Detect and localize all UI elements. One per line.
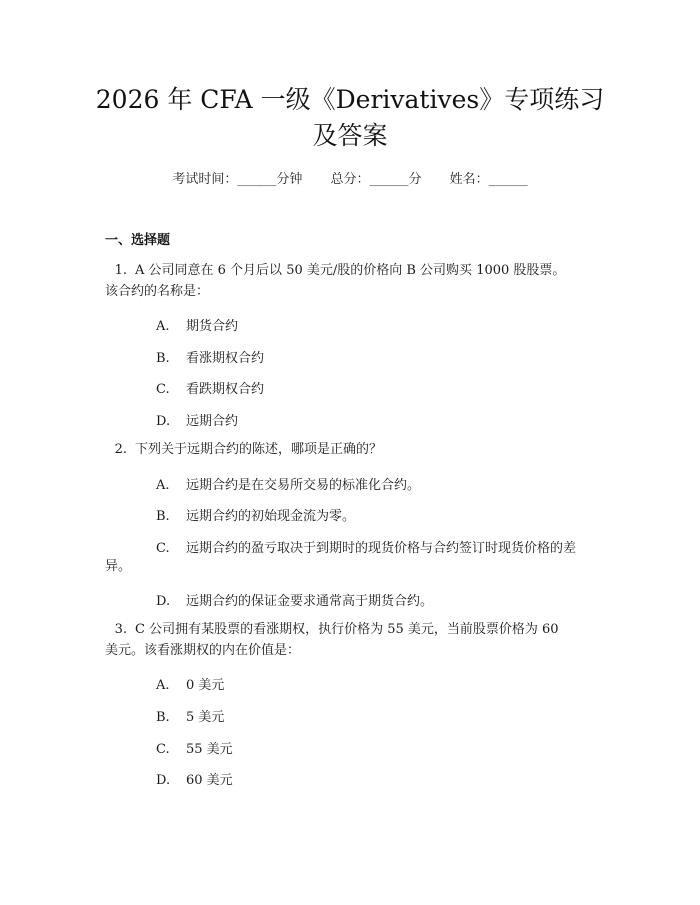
- option-item: [156, 537, 576, 556]
- option-letter: B.: [156, 351, 170, 366]
- option-letter: A.: [156, 319, 170, 334]
- option-item: [156, 674, 224, 693]
- option-item: [156, 378, 264, 397]
- document-title-line1: 2026 年 CFA 一级《Derivatives》专项练习: [95, 85, 605, 114]
- option-letter: C.: [156, 742, 170, 757]
- option-text: 0 美元: [186, 678, 225, 693]
- question-number: 3.: [114, 622, 127, 637]
- question-text-continued: 美元。该看涨期权的内在价值是：: [105, 643, 301, 658]
- option-text: 60 美元: [186, 773, 233, 788]
- option-text: 看涨期权合约: [186, 351, 265, 366]
- question-number: 1.: [114, 263, 127, 278]
- question-3: [105, 621, 559, 639]
- question-text: C 公司拥有某股票的看涨期权，执行价格为 55 美元，当前股票价格为 60: [135, 622, 559, 637]
- option-text: 看跌期权合约: [186, 382, 265, 397]
- option-item: [156, 738, 233, 757]
- question-number: 2.: [114, 442, 127, 457]
- question-1: [105, 262, 565, 280]
- option-item: [156, 347, 264, 366]
- option-text: 远期合约: [186, 414, 239, 429]
- option-item: [156, 315, 238, 334]
- question-text: 下列关于远期合约的陈述，哪项是正确的？: [135, 442, 383, 457]
- option-letter: B.: [156, 509, 170, 524]
- exam-name-label: 姓名：______: [449, 172, 528, 187]
- option-letter: D.: [156, 773, 171, 788]
- question-text-continued: 该合约的名称是：: [105, 284, 210, 299]
- option-item: [156, 474, 420, 493]
- document-title-line2: 及答案: [312, 121, 388, 150]
- option-item: [156, 590, 433, 609]
- option-text: 远期合约的初始现金流为零。: [186, 509, 356, 524]
- option-item: [156, 505, 355, 524]
- option-text: 远期合约的盈亏取决于到期时的现货价格与合约签订时现货价格的差: [186, 541, 577, 556]
- option-item: [156, 706, 224, 725]
- option-letter: D.: [156, 594, 171, 609]
- section-heading: 一、选择题: [105, 233, 171, 248]
- option-letter: A.: [156, 478, 170, 493]
- option-letter: C.: [156, 541, 170, 556]
- option-letter: D.: [156, 414, 171, 429]
- option-text: 远期合约的保证金要求通常高于期货合约。: [186, 594, 434, 609]
- option-item: [156, 410, 238, 429]
- option-letter: A.: [156, 678, 170, 693]
- question-2: [105, 441, 382, 459]
- option-text: 期货合约: [186, 319, 239, 334]
- exam-time-label: 考试时间：______分钟: [172, 172, 303, 187]
- option-letter: C.: [156, 382, 170, 397]
- exam-score-label: 总分：______分: [330, 172, 422, 187]
- option-text: 55 美元: [186, 742, 233, 757]
- option-text: 远期合约是在交易所交易的标准化合约。: [186, 478, 421, 493]
- option-letter: B.: [156, 710, 170, 725]
- option-text: 5 美元: [186, 710, 225, 725]
- option-text-continued: 异。: [105, 559, 132, 574]
- exam-meta: [0, 168, 700, 187]
- option-item: [156, 769, 233, 788]
- question-text: A 公司同意在 6 个月后以 50 美元/股的价格向 B 公司购买 1000 股股票。: [135, 263, 566, 278]
